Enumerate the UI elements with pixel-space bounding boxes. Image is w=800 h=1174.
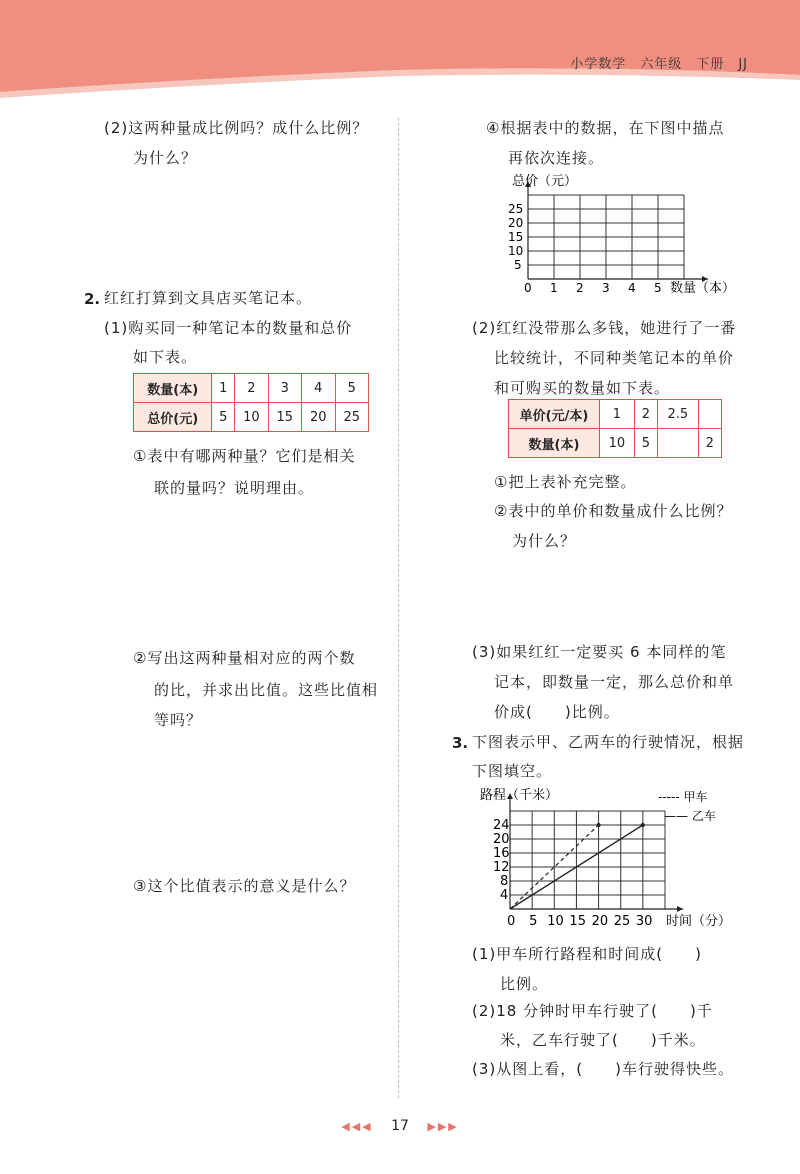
question-text: 下图填空。: [472, 762, 553, 780]
question-number: 3.: [452, 734, 469, 752]
quantity-price-table: [133, 373, 369, 432]
x-tick: 10: [547, 914, 564, 929]
question-number: 2.: [84, 290, 101, 308]
question-text: 为什么？: [133, 149, 198, 167]
question-text: ①把上表补充完整。: [494, 473, 637, 491]
question-text: 比例。: [500, 975, 549, 993]
question-text: (2)18 分钟时甲车行驶了( )千: [472, 1002, 713, 1020]
table-cell: 1: [600, 400, 635, 429]
question-text: 等吗？: [154, 711, 203, 729]
table-cell: 10: [235, 403, 268, 432]
y-tick: 12: [493, 860, 510, 875]
table-cell: 25: [335, 403, 368, 432]
x-axis-arrow: [677, 906, 683, 912]
question-text: 联的量吗？说明理由。: [154, 479, 315, 497]
plot-grid: [500, 168, 750, 300]
table-cell: 1: [212, 374, 235, 403]
question-text: (1)甲车所行路程和时间成( ): [472, 945, 702, 963]
question-text: 再依次连接。: [508, 149, 605, 167]
question-text: 为什么？: [512, 532, 577, 550]
question-text: 如下表。: [133, 348, 198, 366]
question-text: (2)红红没带那么多钱，她进行了一番: [472, 319, 737, 337]
table-header: 数量(本): [134, 374, 212, 403]
question-text: (3)如果红红一定要买 6 本同样的笔: [472, 643, 727, 661]
table-cell: [698, 400, 722, 429]
x-tick: 4: [628, 281, 636, 295]
column-divider: [398, 118, 399, 1098]
grid-ylabel: 总价（元）: [512, 174, 578, 189]
table-cell: 3: [268, 374, 301, 403]
question-text: (1)购买同一种笔记本的数量和总价: [104, 319, 353, 337]
table-cell: 20: [302, 403, 335, 432]
x-tick: 1: [550, 281, 558, 295]
y-tick: 24: [493, 818, 510, 833]
legend-jia: ----- 甲车: [658, 790, 708, 804]
x-tick: 5: [529, 914, 538, 929]
price-quantity-table: [508, 399, 722, 458]
x-tick: 0: [507, 914, 516, 929]
x-tick: 0: [524, 281, 532, 295]
x-tick: 30: [635, 914, 653, 929]
travel-chart: [470, 782, 740, 932]
y-tick: 5: [514, 258, 522, 272]
page-footer: [0, 1118, 800, 1134]
question-title: 红红打算到文具店买笔记本。: [104, 289, 313, 307]
table-cell: [658, 429, 698, 458]
y-tick: 10: [508, 244, 524, 258]
question-text: ③这个比值表示的意义是什么？: [133, 877, 356, 895]
x-tick: 15: [569, 914, 586, 929]
chart-xlabel: 时间（分）: [666, 914, 732, 929]
table-cell: 2: [698, 429, 722, 458]
table-header: 数量(本): [509, 429, 600, 458]
question-text: (3)从图上看，( )车行驶得快些。: [472, 1060, 734, 1078]
table-header: 总价(元): [134, 403, 212, 432]
y-tick: 15: [508, 230, 524, 244]
table-cell: 4: [302, 374, 335, 403]
table-cell: 15: [268, 403, 301, 432]
question-title: 下图表示甲、乙两车的行驶情况，根据: [472, 733, 745, 751]
question-text: 和可购买的数量如下表。: [494, 379, 671, 397]
prev-arrows: ◀◀◀: [341, 1120, 373, 1133]
chart-ylabel: 路程（千米）: [480, 788, 559, 803]
y-tick: 16: [493, 846, 510, 861]
header-banner: [0, 0, 800, 100]
question-text: 的比，并求出比值。这些比值相: [154, 681, 379, 699]
table-header: 单价(元/本): [509, 400, 600, 429]
question-text: ②表中的单价和数量成什么比例？: [494, 502, 733, 520]
table-cell: 2: [235, 374, 268, 403]
page-number: 17: [391, 1118, 409, 1134]
y-tick: 20: [508, 216, 524, 230]
x-tick: 20: [591, 914, 609, 929]
legend-yi: —— 乙车: [664, 809, 716, 823]
x-tick: 2: [576, 281, 584, 295]
y-tick: 8: [500, 874, 509, 889]
y-tick: 20: [493, 832, 510, 847]
table-cell: 2: [634, 400, 657, 429]
x-tick: 5: [654, 281, 662, 295]
question-text: ④根据表中的数据，在下图中描点: [486, 119, 725, 137]
table-cell: 10: [600, 429, 635, 458]
x-tick: 25: [613, 914, 631, 929]
table-cell: 5: [212, 403, 235, 432]
book-info: 小学数学 六年级 下册 JJ: [570, 57, 748, 72]
question-text: 比较统计，不同种类笔记本的单价: [494, 349, 735, 367]
series-end-point-yi: [641, 823, 645, 827]
next-arrows: ▶▶▶: [427, 1120, 459, 1133]
question-text: ②写出这两种量相对应的两个数: [133, 649, 356, 667]
x-tick: 3: [602, 281, 610, 295]
table-cell: 2.5: [658, 400, 698, 429]
question-text: 米，乙车行驶了( )千米。: [500, 1031, 706, 1049]
grid-xlabel: 数量（本）: [670, 281, 736, 296]
question-text: (2)这两种量成比例吗？成什么比例？: [104, 119, 369, 137]
y-tick: 25: [508, 202, 524, 216]
question-text: 价成( )比例。: [494, 703, 620, 721]
question-text: 记本，即数量一定，那么总价和单: [494, 673, 735, 691]
table-cell: 5: [335, 374, 368, 403]
question-text: ①表中有哪两种量？它们是相关: [133, 447, 356, 465]
series-end-point-jia: [597, 823, 601, 827]
table-cell: 5: [634, 429, 657, 458]
y-tick: 4: [500, 888, 509, 903]
